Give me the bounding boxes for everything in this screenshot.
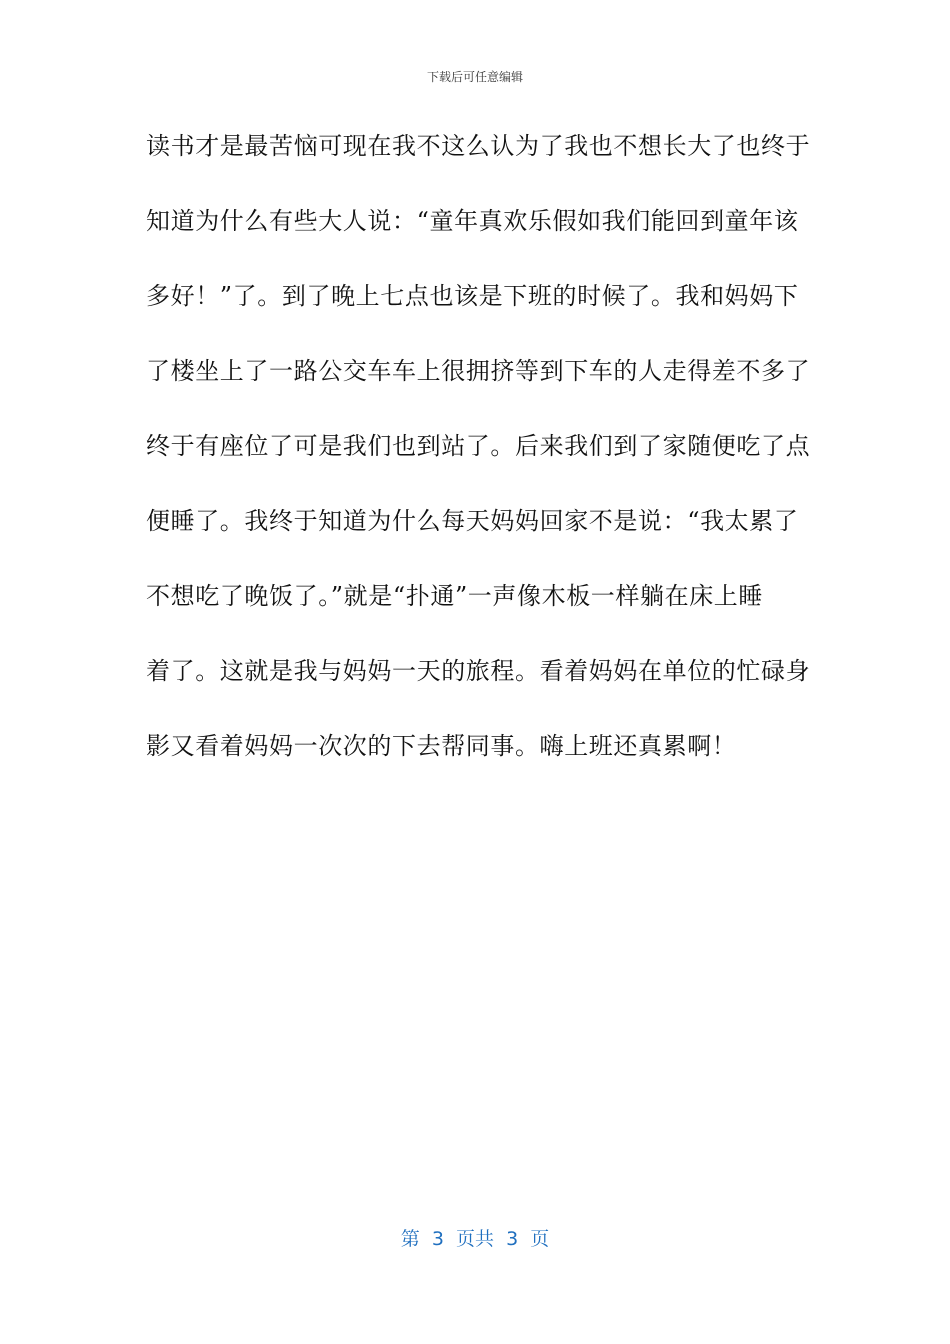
page-number-footer: 第 3 页共 3 页 [400, 1228, 550, 1250]
body-line: 多好！”了。到了晚上七点也该是下班的时候了。我和妈妈下 [146, 282, 799, 310]
body-line: 了楼坐上了一路公交车车上很拥挤等到下车的人走得差不多了 [146, 357, 811, 385]
body-line: 知道为什么有些大人说：“童年真欢乐假如我们能回到童年该 [146, 207, 799, 235]
body-line: 着了。这就是我与妈妈一天的旅程。看着妈妈在单位的忙碌身 [146, 657, 811, 685]
body-line: 终于有座位了可是我们也到站了。后来我们到了家随便吃了点 [146, 432, 811, 460]
header-note: 下载后可任意编辑 [426, 70, 523, 84]
body-line: 读书才是最苦恼可现在我不这么认为了我也不想长大了也终于 [146, 132, 811, 160]
body-line: 不想吃了晚饭了。”就是“扑通”一声像木板一样躺在床上睡 [146, 582, 764, 610]
body-line: 便睡了。我终于知道为什么每天妈妈回家不是说：“我太累了 [146, 507, 799, 535]
document-body [146, 124, 811, 799]
body-line: 影又看着妈妈一次次的下去帮同事。嗨上班还真累啊！ [146, 732, 737, 760]
